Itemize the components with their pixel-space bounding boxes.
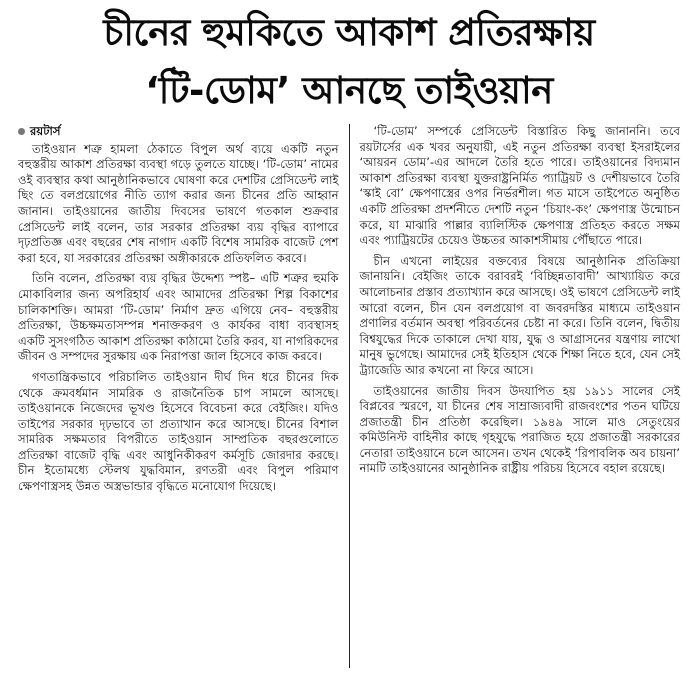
- article-body: [10, 124, 688, 668]
- dateline-source: রয়টার্স: [30, 124, 61, 138]
- bullet-icon: [18, 128, 25, 135]
- headline-line-1: চীনের হুমকিতে আকাশ প্রতিরক্ষায়: [103, 11, 595, 54]
- paragraph: ‘টি-ডোম’ সম্পর্কে প্রেসিডেন্ট বিস্তারিত কিছু জানাননি। তবে রয়টার্সের এক খবর অনুযায়ী, এই নতুন প্রতিরক্ষা ব্যবস্থা ইসরাইলের ‘আয়রন ডোম’-এর আদলে তৈরি হতে পারে। তাইওয়ানের বিদ্যমান আকাশ প্রতিরক্ষা ব্যবস্থা যুক্তরাষ্ট্রনির্মিত প্যাট্রিয়ট ও দেশীয়ভাবে তৈরি ‘স্কাই বো’ ক্ষেপণাস্ত্রের ওপর নির্ভরশীল। গত মাসে তাইপেতে অনুষ্ঠিত একটি প্রতিরক্ষা প্রদর্শনীতে দেশটি নতুন ‘চিয়াং-কং’ ক্ষেপণাস্ত্র উন্মোচন করে, যা মাঝারি পাল্লার ব্যালিস্টিক ক্ষেপণাস্ত্র প্রতিহত করতে সক্ষম এবং প্যাট্রিয়টের চেয়েও উচ্চতর আকাশসীমায় পৌঁছাতে পারে।: [359, 124, 680, 248]
- paragraph: চীন এখনো লাইয়ের বক্তব্যের বিষয়ে আনুষ্ঠানিক প্রতিক্রিয়া জানায়নি। বেইজিং তাকে বরাবরই ‘বিচ্ছিন্নতাবাদী’ আখ্যায়িত করে আলোচনার প্রস্তাব প্রত্যাখ্যান করে আসছে। ওই ভাষণে প্রেসিডেন্ট লাই আরো বলেন, চীন যেন বলপ্রয়োগ বা জবরদস্তির মাধ্যমে তাইওয়ান প্রণালির বর্তমান অবস্থা পরিবর্তনের চেষ্টা না করে। তিনি বলেন, দ্বিতীয় বিশ্বযুদ্ধের দিকে তাকালে দেখা যায়, যুদ্ধ ও আগ্রাসনের যন্ত্রণায় লাখো মানুষ ভুগেছে। আমাদের সেই ইতিহাস থেকে শিক্ষা নিতে হবে, যেন সেই ট্র্যাজেডি আর কখনো না ফিরে আসে।: [359, 253, 680, 377]
- paragraph: তিনি বলেন, প্রতিরক্ষা ব্যয় বৃদ্ধির উদ্দেশ্য স্পষ্ট– এটি শত্রুর হুমকি মোকাবিলার জন্য অপরিহার্য এবং আমাদের প্রতিরক্ষা শিল্প বিকাশের চালিকাশক্তি। আমরা ‘টি-ডোম’ নির্মাণ দ্রুত এগিয়ে নেব– বহুস্তরীয় প্রতিরক্ষা, উচ্চক্ষমতাসম্পন্ন শনাক্তকরণ ও কার্যকর বাধা ব্যবস্থাসহ একটি সুসংগঠিত আকাশ প্রতিরক্ষা কাঠামো তৈরি করব, যা নাগরিকদের জীবন ও সম্পদের সুরক্ষায় এক নিরাপত্তা জাল হিসেবে কাজ করবে।: [18, 271, 339, 364]
- paragraph: গণতান্ত্রিকভাবে পরিচালিত তাইওয়ান দীর্ঘ দিন ধরে চীনের দিক থেকে ক্রমবর্ধমান সামরিক ও রাজনৈতিক চাপ সামলে আসছে। তাইওয়ানকে নিজেদের ভূখণ্ড হিসেবে বিবেচনা করে বেইজিং। যদিও তাইপের সরকার দৃঢ়ভাবে তা প্রত্যাখান করে আসছে। চীনের বিশাল সামরিক সক্ষমতার বিপরীতে তাইওয়ান সাম্প্রতিক বছরগুলোতে প্রতিরক্ষা বাজেট বৃদ্ধি এবং আধুনিকীকরণ কর্মসূচি জোরদার করছে। চীন ইতোমধ্যে স্টেলথ যুদ্ধবিমান, রণতরী এবং বিপুল পরিমাণ ক্ষেপণাস্ত্রসহ উন্নত অস্ত্রভান্ডার বৃদ্ধিতে মনোযোগ দিয়েছে।: [18, 369, 339, 494]
- dateline: [18, 124, 339, 140]
- headline-line-2: ‘টি-ডোম’ আনছে তাইওয়ান: [145, 69, 553, 112]
- headline: [10, 0, 688, 120]
- column-divider: [349, 124, 350, 668]
- paragraph: তাইওয়ানের জাতীয় দিবস উদযাপিত হয় ১৯১১ সালের সেই বিপ্লবের স্মরণে, যা চীনের শেষ সাম্রাজ্যবাদী রাজবংশের পতন ঘটিয়ে প্রজাতন্ত্রী চীন প্রতিষ্ঠা করেছিল। ১৯৪৯ সালে মাও সেতুংয়ের কমিউনিস্ট বাহিনীর কাছে গৃহযুদ্ধে পরাজিত হয়ে প্রজাতন্ত্রী সরকারের নেতারা তাইওয়ানে চলে আসেন। তখন থেকেই ‘রিপাবলিক অব চায়না’ নামটি তাইওয়ানের আনুষ্ঠানিক রাষ্ট্রীয় পরিচয় হিসেবে বহাল রয়েছে।: [359, 383, 680, 476]
- article-column-left: [10, 124, 347, 668]
- article-column-right: [352, 124, 689, 668]
- paragraph: তাইওয়ান শত্রু হামলা ঠেকাতে বিপুল অর্থ ব্যয়ে একটি নতুন বহুস্তরীয় আকাশ প্রতিরক্ষা ব্যবস্থা গড়ে তুলতে যাচ্ছে। ‘টি-ডোম’ নামের ওই ব্যবস্থার কথা আনুষ্ঠানিকভাবে ঘোষণা করে দেশটির প্রেসিডেন্ট লাই ছিং তে বলপ্রয়োগের নীতি ত্যাগ করার জন্য চীনের প্রতি আহ্বান জানান। তাইওয়ানের জাতীয় দিবসের ভাষণে গতকাল শুক্রবার প্রেসিডেন্ট লাই বলেন, তার সরকার প্রতিরক্ষা ব্যয় বৃদ্ধির ব্যাপারে দৃঢ়প্রতিজ্ঞ এবং বছরের শেষ নাগাদ একটি বিশেষ সামরিক বাজেট পেশ করা হবে, যা সরকারের প্রতিরক্ষা অঙ্গীকারকে প্রতিফলিত করবে।: [18, 141, 339, 265]
